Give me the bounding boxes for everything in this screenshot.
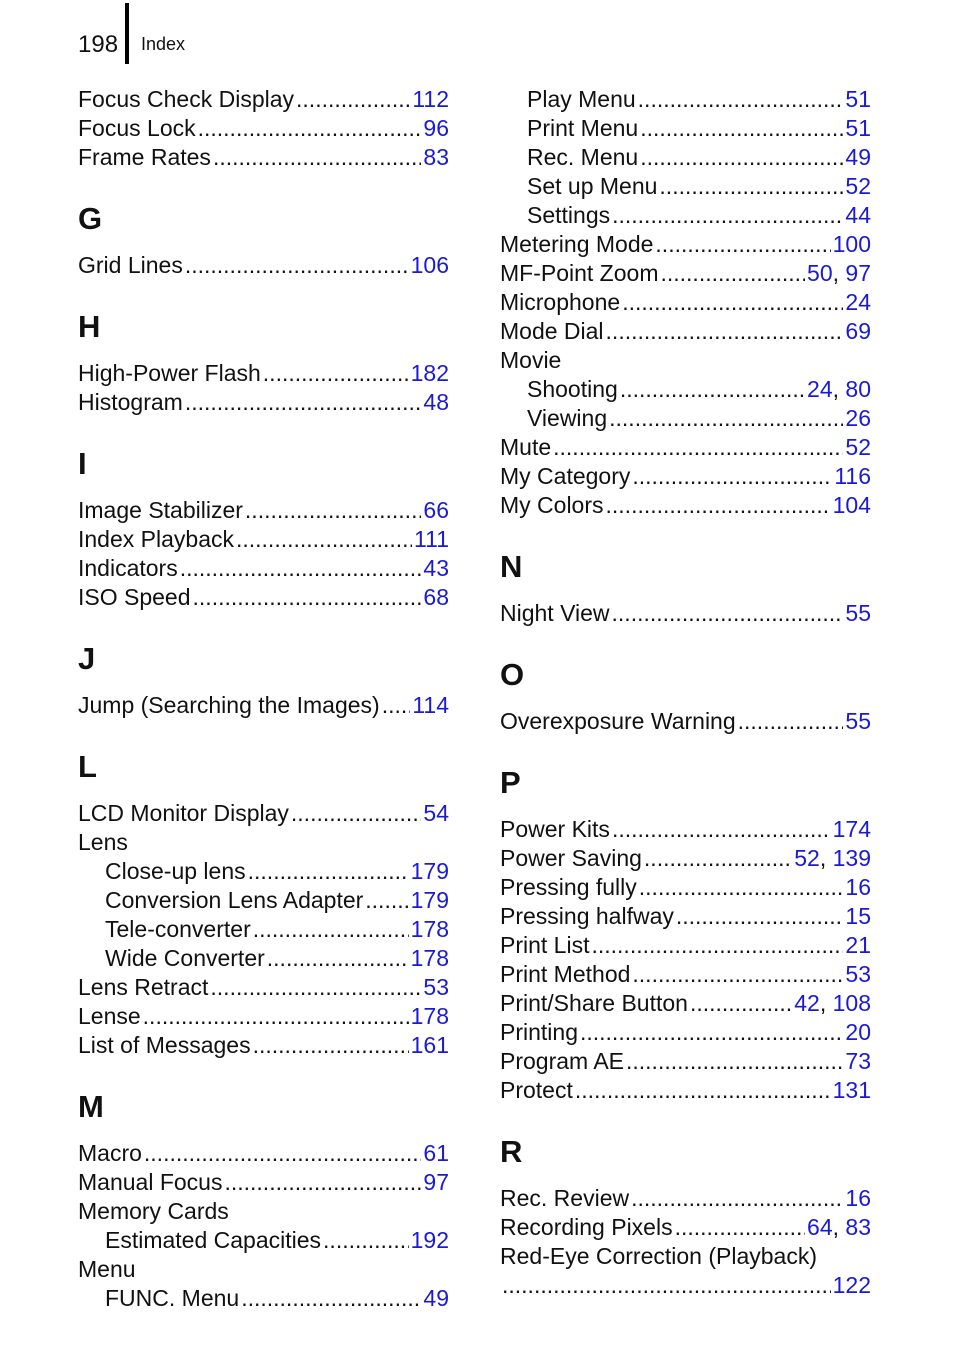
page-refs <box>833 815 871 844</box>
index-term: Rec. Menu <box>527 144 639 170</box>
index-term: Shooting <box>527 376 618 402</box>
index-term: List of Messages <box>78 1032 251 1058</box>
page-link[interactable]: 179 <box>410 858 449 884</box>
page-link[interactable]: 179 <box>410 887 449 913</box>
index-letter-heading: G <box>78 201 103 236</box>
index-group-heading <box>78 1197 449 1226</box>
page-refs <box>845 114 871 143</box>
index-term: Mute <box>500 434 552 460</box>
dot-leader <box>253 1031 409 1060</box>
index-group-heading <box>500 346 871 375</box>
page-link[interactable]: 68 <box>423 584 449 610</box>
page-link[interactable]: 96 <box>423 115 449 141</box>
index-term: Print Menu <box>527 115 639 141</box>
index-term: Lens Retract <box>78 974 209 1000</box>
index-subentry <box>500 404 871 433</box>
header-divider <box>125 3 129 64</box>
page-number: 198 <box>78 31 119 58</box>
page-refs <box>845 960 871 989</box>
index-term: My Colors <box>500 492 604 518</box>
page-link[interactable]: 69 <box>845 318 871 344</box>
page-refs <box>423 1168 449 1197</box>
index-term: Protect <box>500 1077 573 1103</box>
dot-leader <box>180 554 422 583</box>
dot-leader <box>638 85 844 114</box>
page-link[interactable]: 49 <box>423 1285 449 1311</box>
page-refs <box>807 375 871 404</box>
dot-leader <box>620 375 805 404</box>
dot-leader <box>690 989 792 1018</box>
page-refs <box>411 251 449 280</box>
dot-leader <box>245 496 421 525</box>
dot-leader <box>193 583 422 612</box>
dot-leader <box>296 85 410 114</box>
page-link[interactable]: 66 <box>423 497 449 523</box>
page-link[interactable]: 43 <box>423 555 449 581</box>
index-subentry <box>78 944 449 973</box>
index-column-left <box>78 85 449 1313</box>
section-label: Index <box>141 34 186 54</box>
dot-leader <box>612 815 831 844</box>
page-refs <box>845 143 871 172</box>
index-entry <box>78 143 449 172</box>
page-link[interactable]: 44 <box>845 202 871 228</box>
index-entry <box>500 1213 871 1242</box>
dot-leader <box>291 799 422 828</box>
index-subentry <box>78 1284 449 1313</box>
index-term: Macro <box>78 1140 142 1166</box>
index-subentry <box>78 915 449 944</box>
index-term: My Category <box>500 463 631 489</box>
dot-leader <box>253 915 409 944</box>
dot-leader <box>575 1076 831 1105</box>
index-term: Viewing <box>527 405 608 431</box>
page-refs <box>845 317 871 346</box>
index-entry <box>78 1002 449 1031</box>
dot-leader <box>185 388 422 417</box>
dot-leader <box>612 599 844 628</box>
dot-leader <box>323 1226 409 1255</box>
index-group-heading <box>78 828 449 857</box>
page-refs <box>845 1184 871 1213</box>
dot-leader <box>655 230 830 259</box>
index-term: Power Saving <box>500 845 642 871</box>
page-link[interactable]: 112 <box>412 86 449 112</box>
page-link[interactable]: 80 <box>845 376 871 402</box>
index-subentry <box>500 85 871 114</box>
index-entry <box>500 599 871 628</box>
index-entry <box>78 583 449 612</box>
page-refs <box>412 691 449 720</box>
index-term: Movie <box>500 347 562 373</box>
page-refs <box>411 1226 449 1255</box>
page-link[interactable]: 24 <box>807 376 833 402</box>
index-entry <box>500 433 871 462</box>
page-refs <box>411 857 449 886</box>
page-ref-separator: , <box>832 260 846 286</box>
page-link[interactable]: 52 <box>794 845 820 871</box>
index-term: ISO Speed <box>78 584 191 610</box>
index-term: Program AE <box>500 1048 624 1074</box>
index-entry <box>78 973 449 1002</box>
page-refs <box>411 944 449 973</box>
index-subentry <box>500 143 871 172</box>
index-entry <box>500 288 871 317</box>
dot-leader <box>640 114 843 143</box>
page-refs <box>845 172 871 201</box>
index-entry <box>78 85 449 114</box>
dot-leader <box>632 462 832 491</box>
index-term: Jump (Searching the Images) <box>78 692 380 718</box>
page-link[interactable]: 192 <box>410 1227 449 1253</box>
index-entry <box>500 1076 871 1105</box>
page-refs <box>845 1047 871 1076</box>
index-term: Estimated Capacities <box>105 1227 322 1253</box>
page-link[interactable]: 20 <box>845 1019 871 1045</box>
dot-leader <box>612 201 843 230</box>
page-link[interactable]: 73 <box>845 1048 871 1074</box>
index-letter-heading: R <box>500 1134 523 1169</box>
index-term: Print Method <box>500 961 631 987</box>
dot-leader <box>676 902 844 931</box>
dot-leader <box>632 960 843 989</box>
page-link[interactable]: 178 <box>410 945 449 971</box>
page-refs <box>845 433 871 462</box>
index-entry <box>500 230 871 259</box>
index-term: Print List <box>500 932 590 958</box>
page-refs <box>423 143 449 172</box>
index-subentry <box>500 201 871 230</box>
dot-leader <box>210 973 421 1002</box>
index-term: Night View <box>500 600 610 626</box>
index-entry <box>78 691 449 720</box>
index-entry <box>78 359 449 388</box>
page-ref-separator: , <box>832 376 846 402</box>
dot-leader <box>553 433 843 462</box>
index-term: Play Menu <box>527 86 636 112</box>
page-refs <box>794 844 871 873</box>
page-link[interactable]: 161 <box>410 1032 449 1058</box>
page-link[interactable]: 55 <box>845 600 871 626</box>
index-term: Histogram <box>78 389 183 415</box>
index-term: Lense <box>78 1003 141 1029</box>
index-group-heading <box>78 1255 449 1284</box>
index-term: Wide Converter <box>105 945 265 971</box>
dot-leader <box>144 1139 422 1168</box>
index-subentry <box>500 375 871 404</box>
index-term: Frame Rates <box>78 144 211 170</box>
dot-leader <box>675 1213 805 1242</box>
page-refs <box>414 525 449 554</box>
index-entry <box>500 815 871 844</box>
index-entry <box>500 1271 871 1300</box>
index-term: Overexposure Warning <box>500 708 736 734</box>
dot-leader <box>502 1271 831 1300</box>
index-entry <box>500 707 871 736</box>
page-refs <box>423 388 449 417</box>
page-link[interactable]: 83 <box>845 1214 871 1240</box>
index-term: Tele-converter <box>105 916 251 942</box>
index-term: Focus Check Display <box>78 86 295 112</box>
index-subentry <box>78 1226 449 1255</box>
page-refs <box>423 114 449 143</box>
dot-leader <box>185 251 409 280</box>
page-ref-separator: , <box>819 845 833 871</box>
page-refs <box>845 288 871 317</box>
index-entry <box>500 259 871 288</box>
page-refs <box>833 230 871 259</box>
page-refs <box>411 886 449 915</box>
page-refs <box>423 554 449 583</box>
index-letter-heading: O <box>500 657 525 692</box>
dot-leader <box>580 1018 843 1047</box>
page-link[interactable]: 104 <box>832 492 871 518</box>
index-term: Menu <box>78 1256 136 1282</box>
index-entry <box>500 462 871 491</box>
index-entry <box>500 960 871 989</box>
page-refs <box>845 1018 871 1047</box>
dot-leader <box>609 404 843 433</box>
index-term: Close-up lens <box>105 858 246 884</box>
page-refs <box>845 931 871 960</box>
page-refs <box>845 201 871 230</box>
page-link[interactable]: 139 <box>832 845 871 871</box>
page-refs <box>845 873 871 902</box>
dot-leader <box>224 1168 421 1197</box>
index-term: Pressing fully <box>500 874 637 900</box>
index-entry <box>78 496 449 525</box>
page-link[interactable]: 97 <box>423 1169 449 1195</box>
page-link[interactable]: 54 <box>423 800 449 826</box>
page-refs <box>423 1284 449 1313</box>
page-refs <box>807 1213 871 1242</box>
index-entry <box>500 491 871 520</box>
page-header <box>0 0 954 70</box>
page-refs <box>411 1002 449 1031</box>
dot-leader <box>263 359 409 388</box>
page-link[interactable]: 122 <box>832 1272 871 1298</box>
page-link[interactable]: 42 <box>794 990 820 1016</box>
index-entry <box>500 989 871 1018</box>
index-column-right <box>500 85 871 1300</box>
page-refs <box>845 85 871 114</box>
page-refs <box>423 583 449 612</box>
page-link[interactable]: 114 <box>412 692 449 718</box>
page-refs <box>423 1139 449 1168</box>
index-term: Recording Pixels <box>500 1214 673 1240</box>
page-link[interactable]: 21 <box>845 932 871 958</box>
index-group-heading <box>500 1242 871 1271</box>
index-term: Set up Menu <box>527 173 658 199</box>
index-term: Memory Cards <box>78 1198 229 1224</box>
index-term: Focus Lock <box>78 115 196 141</box>
index-term: Print/Share Button <box>500 990 688 1016</box>
page-link[interactable]: 24 <box>845 289 871 315</box>
index-entry <box>78 1139 449 1168</box>
dot-leader <box>267 944 409 973</box>
page-refs <box>411 1031 449 1060</box>
index-entry <box>500 1047 871 1076</box>
page-link[interactable]: 182 <box>410 360 449 386</box>
page-link[interactable]: 16 <box>845 874 871 900</box>
page-link[interactable]: 178 <box>410 916 449 942</box>
page-link[interactable]: 52 <box>845 434 871 460</box>
index-term: Settings <box>527 202 611 228</box>
page-link[interactable]: 49 <box>845 144 871 170</box>
index-letter-heading: I <box>78 446 87 481</box>
dot-leader <box>365 886 408 915</box>
index-entry <box>78 388 449 417</box>
index-subentry <box>78 886 449 915</box>
page-link[interactable]: 26 <box>845 405 871 431</box>
page-refs <box>845 707 871 736</box>
index-term: FUNC. Menu <box>105 1285 240 1311</box>
page-link[interactable]: 55 <box>845 708 871 734</box>
dot-leader <box>248 857 409 886</box>
index-entry <box>78 251 449 280</box>
page-refs <box>845 902 871 931</box>
index-entry <box>500 317 871 346</box>
index-letter-heading: J <box>78 641 96 676</box>
dot-leader <box>606 317 844 346</box>
index-subentry <box>500 172 871 201</box>
index-subentry <box>500 114 871 143</box>
page-link[interactable]: 116 <box>834 463 871 489</box>
page-link[interactable]: 111 <box>414 526 449 552</box>
dot-leader <box>606 491 831 520</box>
page-link[interactable]: 97 <box>845 260 871 286</box>
index-term: Grid Lines <box>78 252 183 278</box>
dot-leader <box>213 143 421 172</box>
page-link[interactable]: 15 <box>845 903 871 929</box>
index-term: Manual Focus <box>78 1169 223 1195</box>
index-entry <box>500 1184 871 1213</box>
dot-leader <box>382 691 411 720</box>
page-link[interactable]: 178 <box>410 1003 449 1029</box>
index-term: Conversion Lens Adapter <box>105 887 364 913</box>
index-entry <box>500 902 871 931</box>
index-letter-heading: P <box>500 765 521 800</box>
page-link[interactable]: 108 <box>832 990 871 1016</box>
page-link[interactable]: 48 <box>423 389 449 415</box>
index-term: MF-Point Zoom <box>500 260 659 286</box>
dot-leader <box>660 259 805 288</box>
index-term: Red-Eye Correction (Playback) <box>500 1243 818 1269</box>
page-refs <box>845 404 871 433</box>
page-refs <box>412 85 449 114</box>
page-ref-separator: , <box>832 1214 846 1240</box>
dot-leader <box>241 1284 421 1313</box>
index-entry <box>78 114 449 143</box>
dot-leader <box>591 931 843 960</box>
page-link[interactable]: 61 <box>423 1140 449 1166</box>
dot-leader <box>639 873 844 902</box>
page-refs <box>411 359 449 388</box>
dot-leader <box>626 1047 843 1076</box>
page-link[interactable]: 174 <box>832 816 871 842</box>
dot-leader <box>659 172 843 201</box>
index-letter-heading: M <box>78 1089 104 1124</box>
index-term: Rec. Review <box>500 1185 630 1211</box>
page-link[interactable]: 16 <box>845 1185 871 1211</box>
index-entry <box>78 1031 449 1060</box>
index-term: High-Power Flash <box>78 360 261 386</box>
page-refs <box>845 599 871 628</box>
page-refs <box>833 1271 871 1300</box>
page-refs <box>423 973 449 1002</box>
index-term: Pressing halfway <box>500 903 674 929</box>
index-term: Lens <box>78 829 128 855</box>
index-entry <box>500 844 871 873</box>
page-link[interactable]: 50 <box>807 260 833 286</box>
page-link[interactable]: 51 <box>845 86 871 112</box>
page-link[interactable]: 53 <box>845 961 871 987</box>
dot-leader <box>631 1184 843 1213</box>
index-letter-heading: L <box>78 749 97 784</box>
page-refs <box>833 1076 871 1105</box>
dot-leader <box>236 525 412 554</box>
dot-leader <box>738 707 844 736</box>
index-term: Metering Mode <box>500 231 654 257</box>
index-entry <box>500 873 871 902</box>
dot-leader <box>622 288 843 317</box>
page-refs <box>423 799 449 828</box>
page-refs <box>834 462 871 491</box>
page-refs <box>807 259 871 288</box>
dot-leader <box>143 1002 409 1031</box>
index-term: Image Stabilizer <box>78 497 243 523</box>
page-link[interactable]: 106 <box>410 252 449 278</box>
index-term: Power Kits <box>500 816 610 842</box>
page-refs <box>411 915 449 944</box>
page-link[interactable]: 100 <box>832 231 871 257</box>
index-letter-heading: H <box>78 309 101 344</box>
dot-leader <box>198 114 422 143</box>
page-link[interactable]: 131 <box>832 1077 871 1103</box>
index-term: Mode Dial <box>500 318 604 344</box>
page-link[interactable]: 64 <box>807 1214 833 1240</box>
index-subentry <box>78 857 449 886</box>
index-term: LCD Monitor Display <box>78 800 289 826</box>
page-link[interactable]: 52 <box>845 173 871 199</box>
index-entry <box>500 1018 871 1047</box>
dot-leader <box>640 143 843 172</box>
page-refs <box>423 496 449 525</box>
index-term: Printing <box>500 1019 578 1045</box>
index-term: Indicators <box>78 555 178 581</box>
page-link[interactable]: 83 <box>423 144 449 170</box>
page-link[interactable]: 51 <box>845 115 871 141</box>
dot-leader <box>644 844 792 873</box>
index-letter-heading: N <box>500 549 523 584</box>
page-refs <box>794 989 871 1018</box>
index-term: Microphone <box>500 289 621 315</box>
index-entry <box>500 931 871 960</box>
index-entry <box>78 554 449 583</box>
index-term: Index Playback <box>78 526 234 552</box>
page-ref-separator: , <box>819 990 833 1016</box>
index-entry <box>78 525 449 554</box>
page-link[interactable]: 53 <box>423 974 449 1000</box>
page-refs <box>833 491 871 520</box>
index-entry <box>78 1168 449 1197</box>
index-entry <box>78 799 449 828</box>
